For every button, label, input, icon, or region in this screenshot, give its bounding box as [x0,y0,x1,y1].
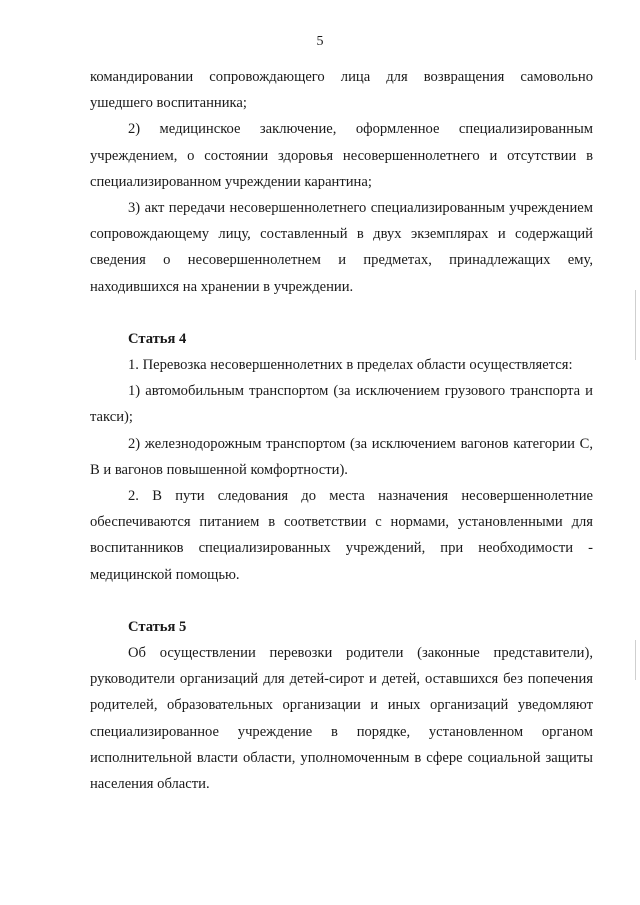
paragraph-item-3: 3) акт передачи несовершеннолетнего специализированным учреждением сопровождающему лицу, составленный в двух экземплярах и содержащий сведения о несовершеннолетнем и предметах, принадлежащих ему, находившихся на хранении в учреждении. [90,200,593,295]
article-4-paragraph: 1. Перевозка несовершеннолетних в пределах области осуществляется: [128,357,573,374]
spacer [90,300,593,326]
article-4-heading: Статья 4 [128,330,187,347]
scan-edge-mark [635,290,636,360]
document-body [90,64,593,797]
article-5-paragraph: Об осуществлении перевозки родители (законные представители), руководители организаций для детей-сирот и детей, оставшихся без попечения родителей, образовательных организации и иных организаций уведомляют специализированное учреждение в порядке, установленном органом исполнительной власти области, уполномоченным в сфере социальной защиты населения области. [90,645,593,793]
article-4-paragraph: 2. В пути следования до места назначения несовершеннолетние обеспечиваются питанием в соответствии с нормами, установленными для воспитанников специализированных учреждений, при необходимости - медицинской помощью. [90,488,593,583]
article-4-paragraph: 2) железнодорожным транспортом (за исключением вагонов категории С, В и вагонов повышенной комфортности). [90,435,593,478]
paragraph-continuation: командировании сопровождающего лица для возвращения самовольно ушедшего воспитанника; [90,69,593,112]
spacer [90,588,593,614]
scan-edge-mark [635,640,636,680]
page-number: 5 [316,34,324,49]
article-4-paragraph: 1) автомобильным транспортом (за исключением грузового транспорта и такси); [90,383,593,426]
article-5-heading: Статья 5 [128,618,187,635]
paragraph-item-2: 2) медицинское заключение, оформленное специализированным учреждением, о состоянии здоровья несовершеннолетнего и отсутствии в специализированном учреждении карантина; [90,121,593,190]
